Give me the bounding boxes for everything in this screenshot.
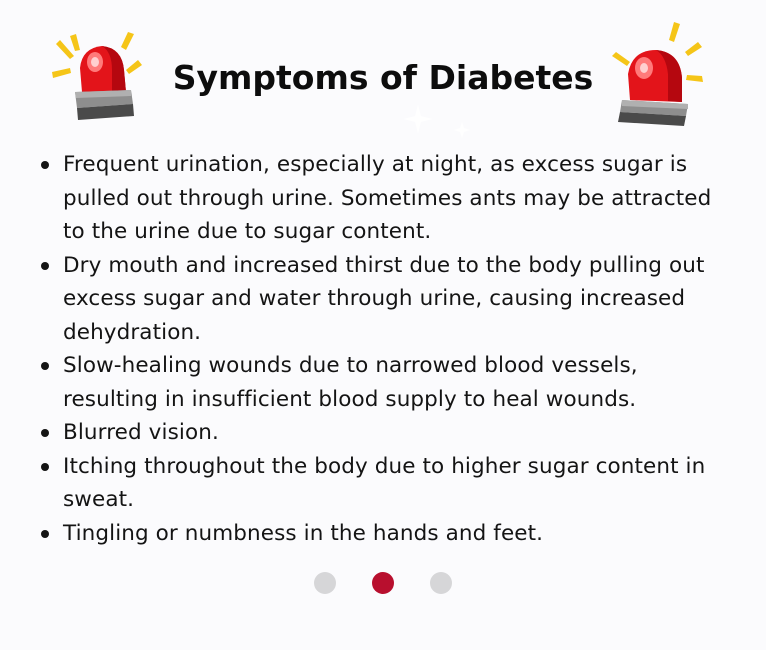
- list-item: [36, 517, 736, 551]
- symptom-text: Slow-healing wounds due to narrowed blood vessels, resulting in insufficient blood supply to heal wounds.: [63, 353, 638, 412]
- list-item: [36, 349, 736, 416]
- bullet-icon: [41, 262, 49, 270]
- page-dot-3[interactable]: [430, 572, 452, 594]
- symptom-text: Blurred vision.: [63, 420, 219, 445]
- symptom-text: Itching throughout the body due to higher sugar content in sweat.: [63, 453, 706, 512]
- bullet-icon: [41, 362, 49, 370]
- bullet-icon: [41, 530, 49, 538]
- bullet-icon: [41, 463, 49, 471]
- page-dot-1[interactable]: [314, 572, 336, 594]
- list-item: [36, 148, 736, 249]
- siren-icon: [598, 16, 708, 126]
- list-item: [36, 416, 736, 450]
- symptom-text: Tingling or numbness in the hands and feet.: [63, 520, 544, 546]
- list-item: [36, 450, 736, 517]
- bullet-icon: [41, 161, 49, 169]
- list-item: [36, 249, 736, 350]
- symptom-text: Dry mouth and increased thirst due to the body pulling out excess sugar and water through urine, causing increased dehydration.: [63, 252, 705, 345]
- page-dot-2-active[interactable]: [372, 572, 394, 594]
- symptom-text: Frequent urination, especially at night, as excess sugar is pulled out through urine. Sometimes ants may be attracted to the urine due to sugar content.: [63, 152, 712, 244]
- symptom-list: [36, 148, 736, 550]
- bullet-icon: [41, 429, 49, 437]
- pagination-dots: [0, 572, 766, 594]
- page-title: Symptoms of Diabetes: [172, 58, 594, 97]
- sparkle-icon: [400, 96, 480, 146]
